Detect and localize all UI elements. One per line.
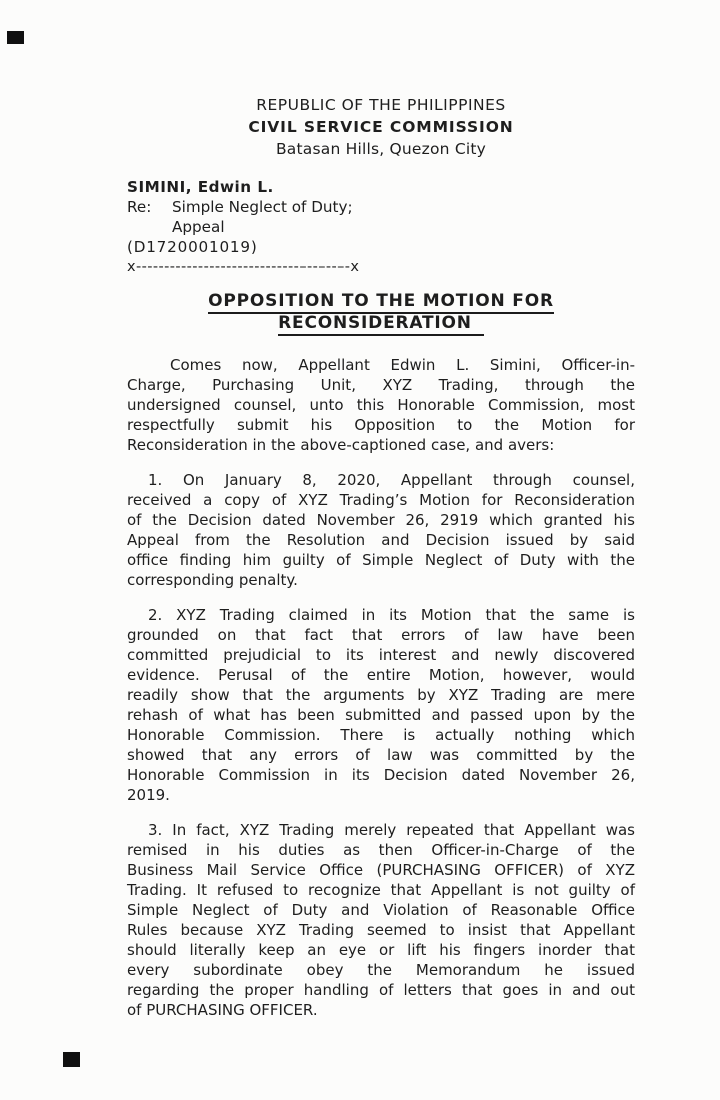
document-title-text2: RECONSIDERATION	[278, 313, 484, 336]
paragraph-1	[127, 470, 635, 590]
text-line: Rules because XYZ Trading seemed to insist that Appellant	[127, 921, 635, 939]
text-line: Honorable Commission. There is actually nothing which	[127, 726, 635, 744]
paragraph-3	[127, 820, 635, 1020]
text-line: Reconsideration in the above-captioned case, and avers:	[127, 436, 555, 454]
case-party-name: SIMINI, Edwin L.	[127, 178, 274, 196]
text-line: respectfully submit his Opposition to the Motion for	[127, 416, 635, 434]
text-line: office finding him guilty of Simple Neglect of Duty with the	[127, 551, 635, 569]
text-line: 3. In fact, XYZ Trading merely repeated that Appellant was	[148, 821, 635, 839]
document-title	[127, 290, 635, 334]
text-line: of the Decision dated November 26, 2919 which granted his	[127, 511, 635, 529]
text-line: received a copy of XYZ Trading’s Motion for Reconsideration	[127, 491, 635, 509]
text-line: rehash of what has been submitted and passed upon by the	[127, 706, 635, 724]
case-re-label: Re:	[127, 198, 152, 216]
text-line: committed prejudicial to its interest and newly discovered	[127, 646, 635, 664]
case-caption-block	[127, 177, 635, 277]
case-re-row	[127, 197, 635, 217]
document-title-line2	[127, 312, 635, 334]
case-re-appeal: Appeal	[172, 218, 225, 236]
letterhead-address-line: Batasan Hills, Quezon City	[275, 140, 487, 158]
text-line: evidence. Perusal of the entire Motion, however, would	[127, 666, 635, 684]
text-line: every subordinate obey the Memorandum he issued	[127, 961, 635, 979]
text-line: showed that any errors of law was committed by the	[127, 746, 635, 764]
paragraph-2	[127, 605, 635, 805]
paragraph-intro	[127, 355, 635, 455]
text-line: remised in his duties as then Officer-in-Charge of the	[127, 841, 635, 859]
text-line: undersigned counsel, unto this Honorable Commission, most	[127, 396, 635, 414]
letterhead-commission-line: CIVIL SERVICE COMMISSION	[248, 118, 514, 136]
text-line: regarding the proper handling of letters that goes in and out	[127, 981, 635, 999]
text-line: Trading. It refused to recognize that Appellant is not guilty of	[127, 881, 635, 899]
text-line: grounded on that fact that errors of law have been	[127, 626, 635, 644]
case-re-subject: Simple Neglect of Duty;	[172, 198, 353, 216]
text-line: 2. XYZ Trading claimed in its Motion that the same is	[148, 606, 635, 624]
text-line: corresponding penalty.	[127, 571, 298, 589]
text-line: readily show that the arguments by XYZ Trading are mere	[127, 686, 635, 704]
text-line: Appeal from the Resolution and Decision issued by said	[127, 531, 635, 549]
text-line: 1. On January 8, 2020, Appellant through counsel,	[148, 471, 635, 489]
caption-separator-line: x-----------------------------–--–--–-x	[127, 259, 360, 275]
text-line: should literally keep an eye or lift his fingers inorder that	[127, 941, 635, 959]
text-line: of PURCHASING OFFICER.	[127, 1001, 318, 1019]
scan-artifact-mark	[7, 31, 24, 44]
text-line: Simple Neglect of Duty and Violation of Reasonable Office	[127, 901, 635, 919]
text-line: Business Mail Service Office (PURCHASING OFFICER) of XYZ	[127, 861, 635, 879]
document-content	[127, 94, 635, 1020]
document-body	[127, 355, 635, 1020]
document-title-line1	[127, 290, 635, 312]
text-line: Honorable Commission in its Decision dated November 26,	[127, 766, 635, 784]
text-line: 2019.	[127, 786, 170, 804]
letterhead	[127, 94, 635, 160]
scan-artifact-mark	[63, 1052, 80, 1067]
case-docket-number: (D1720001019)	[127, 238, 258, 256]
text-line: Charge, Purchasing Unit, XYZ Trading, through the	[127, 376, 635, 394]
text-line: Comes now, Appellant Edwin L. Simini, Officer-in-	[170, 356, 635, 374]
document-title-text1: OPPOSITION TO THE MOTION FOR	[208, 291, 554, 314]
letterhead-republic-line: REPUBLIC OF THE PHILIPPINES	[256, 96, 506, 114]
